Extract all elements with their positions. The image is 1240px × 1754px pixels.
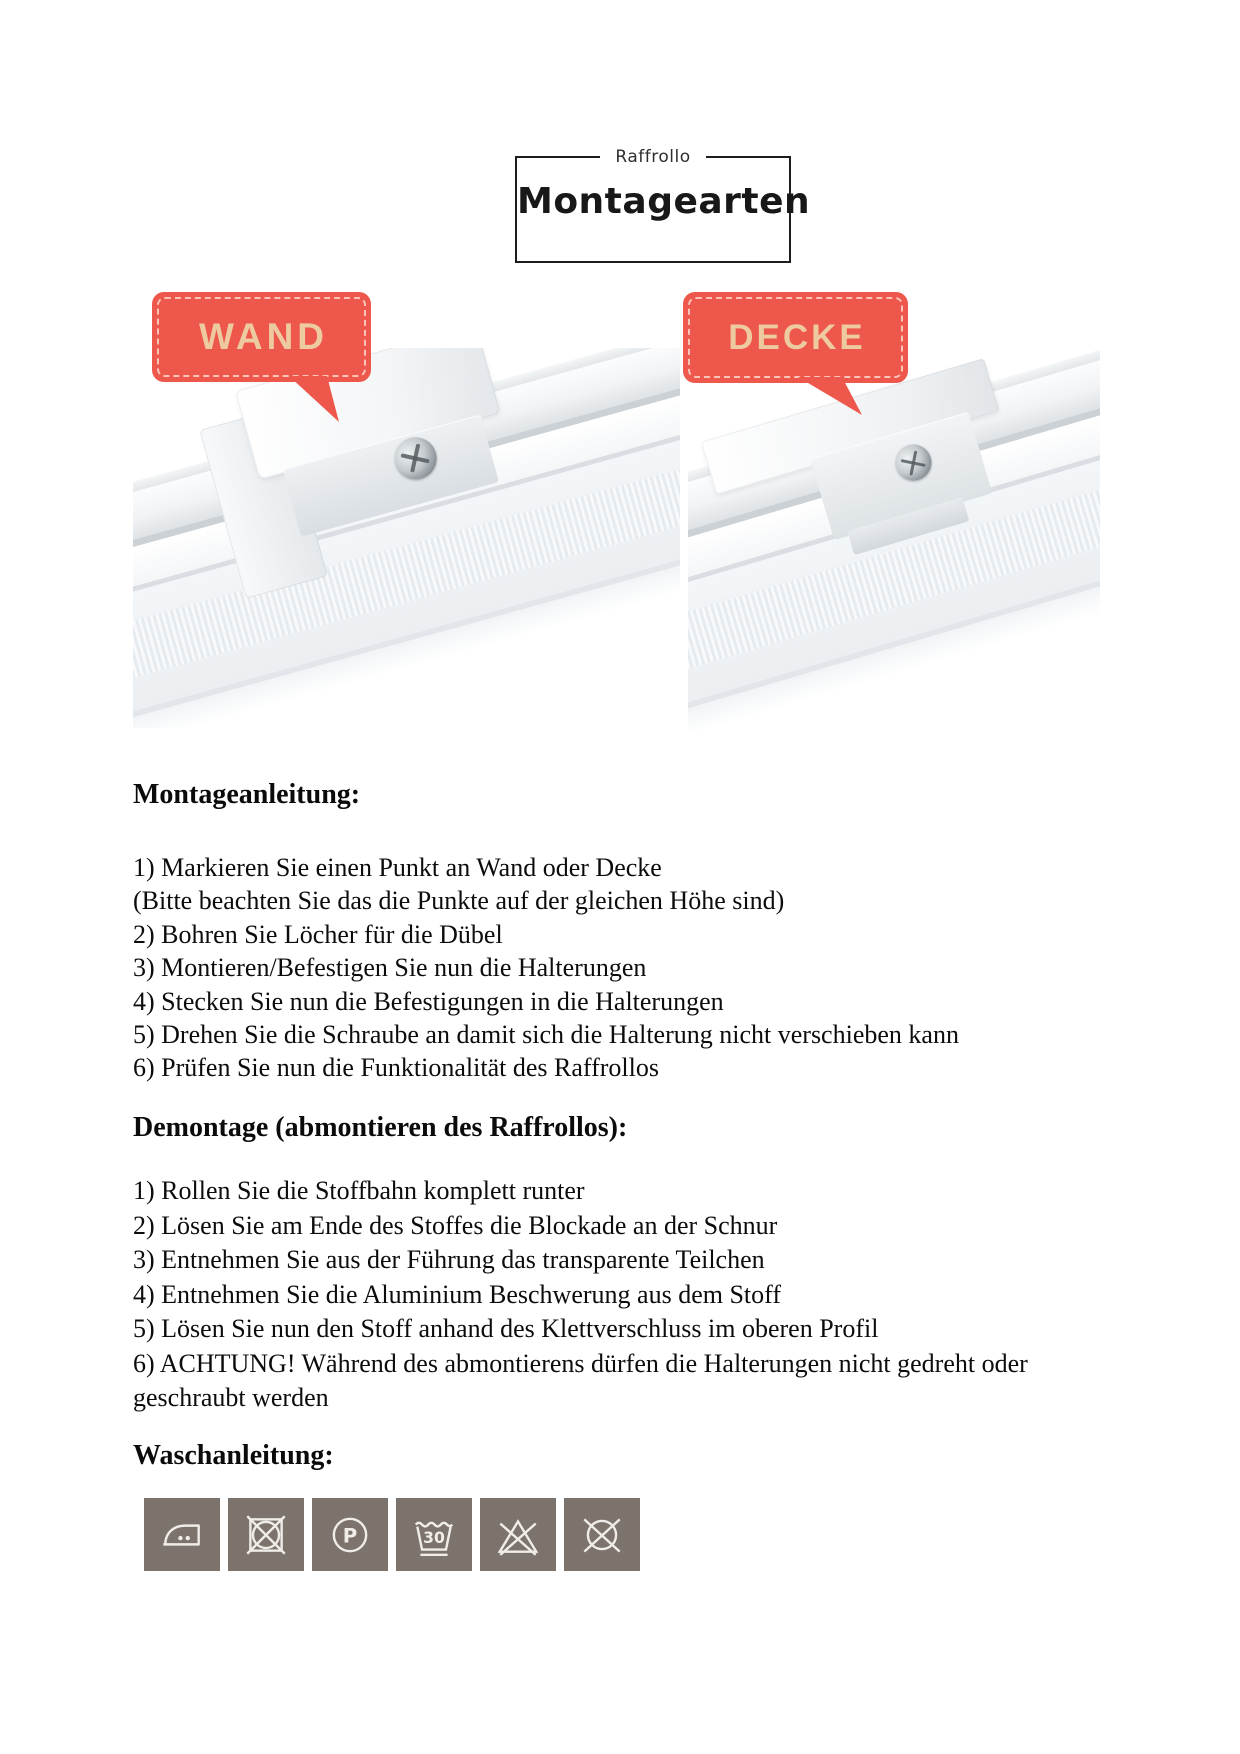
instruction-line: 5) Drehen Sie die Schraube an damit sich die Halterung nicht verschieben kann [133,1020,959,1050]
care-symbol [564,1498,640,1571]
iron-icon [156,1510,208,1560]
demontage-list [133,1174,1063,1416]
wash-30-icon [408,1510,460,1560]
instruction-line: 4) Entnehmen Sie die Aluminium Beschwerung aus dem Stoff [133,1279,781,1309]
instruction-line: 2) Bohren Sie Löcher für die Dübel [133,919,503,949]
demontage-heading: Demontage (abmontieren des Raffrollos): [133,1112,628,1143]
decke-label-pointer [790,377,870,419]
decke-label-text: DECKE [728,317,866,357]
wasch-heading: Waschanleitung: [133,1440,334,1471]
instruction-line: 3) Montieren/Befestigen Sie nun die Halterungen [133,953,647,983]
instruction-line: 6) ACHTUNG! Während des abmontierens dürfen die Halterungen nicht gedreht oder geschraubt werden [133,1348,1028,1412]
montage-list [133,851,959,1085]
photo-wall-mount [133,348,680,728]
wand-label [152,292,371,382]
instruction-line: 4) Stecken Sie nun die Befestigungen in die Halterungen [133,986,724,1016]
instruction-line: 1) Rollen Sie die Stoffbahn komplett runter [133,1176,585,1205]
instruction-line: (Bitte beachten Sie das die Punkte auf der gleichen Höhe sind) [133,886,785,916]
care-symbol [144,1498,220,1571]
instruction-line: 3) Entnehmen Sie aus der Führung das transparente Teilchen [133,1245,765,1274]
instruction-line: 6) Prüfen Sie nun die Funktionalität des Raffrollos [133,1053,659,1083]
do-not-tumble-dry-icon [240,1510,292,1560]
instruction-line: 5) Lösen Sie nun den Stoff anhand des Klettverschluss im oberen Profil [133,1314,879,1343]
instruction-line: 2) Lösen Sie am Ende des Stoffes die Blockade an der Schnur [133,1210,778,1240]
decke-label [683,292,908,383]
brand-row [515,147,791,167]
wand-label-pointer [283,376,347,426]
title-box-border-segment [515,156,600,158]
care-symbol [228,1498,304,1571]
montage-heading: Montageanleitung: [133,779,361,810]
care-symbols-row [144,1498,640,1571]
care-symbol [312,1498,388,1571]
photo-ceiling-mount [688,348,1100,738]
care-symbol [396,1498,472,1571]
title-box [515,147,811,263]
professional-cleaning-p-icon [324,1510,376,1560]
svg-text:P: P [342,1523,358,1547]
title-box-border-segment [706,156,791,158]
svg-text:30: 30 [423,1528,445,1547]
wand-label-text: WAND [198,316,329,357]
instruction-line: 1) Markieren Sie einen Punkt an Wand oder Decke [133,853,662,882]
do-not-dry-clean-icon [576,1510,628,1560]
care-symbol [480,1498,556,1571]
brand-label: Raffrollo [615,147,691,167]
page-title: Montagearten [517,181,811,222]
do-not-bleach-icon [492,1510,544,1560]
